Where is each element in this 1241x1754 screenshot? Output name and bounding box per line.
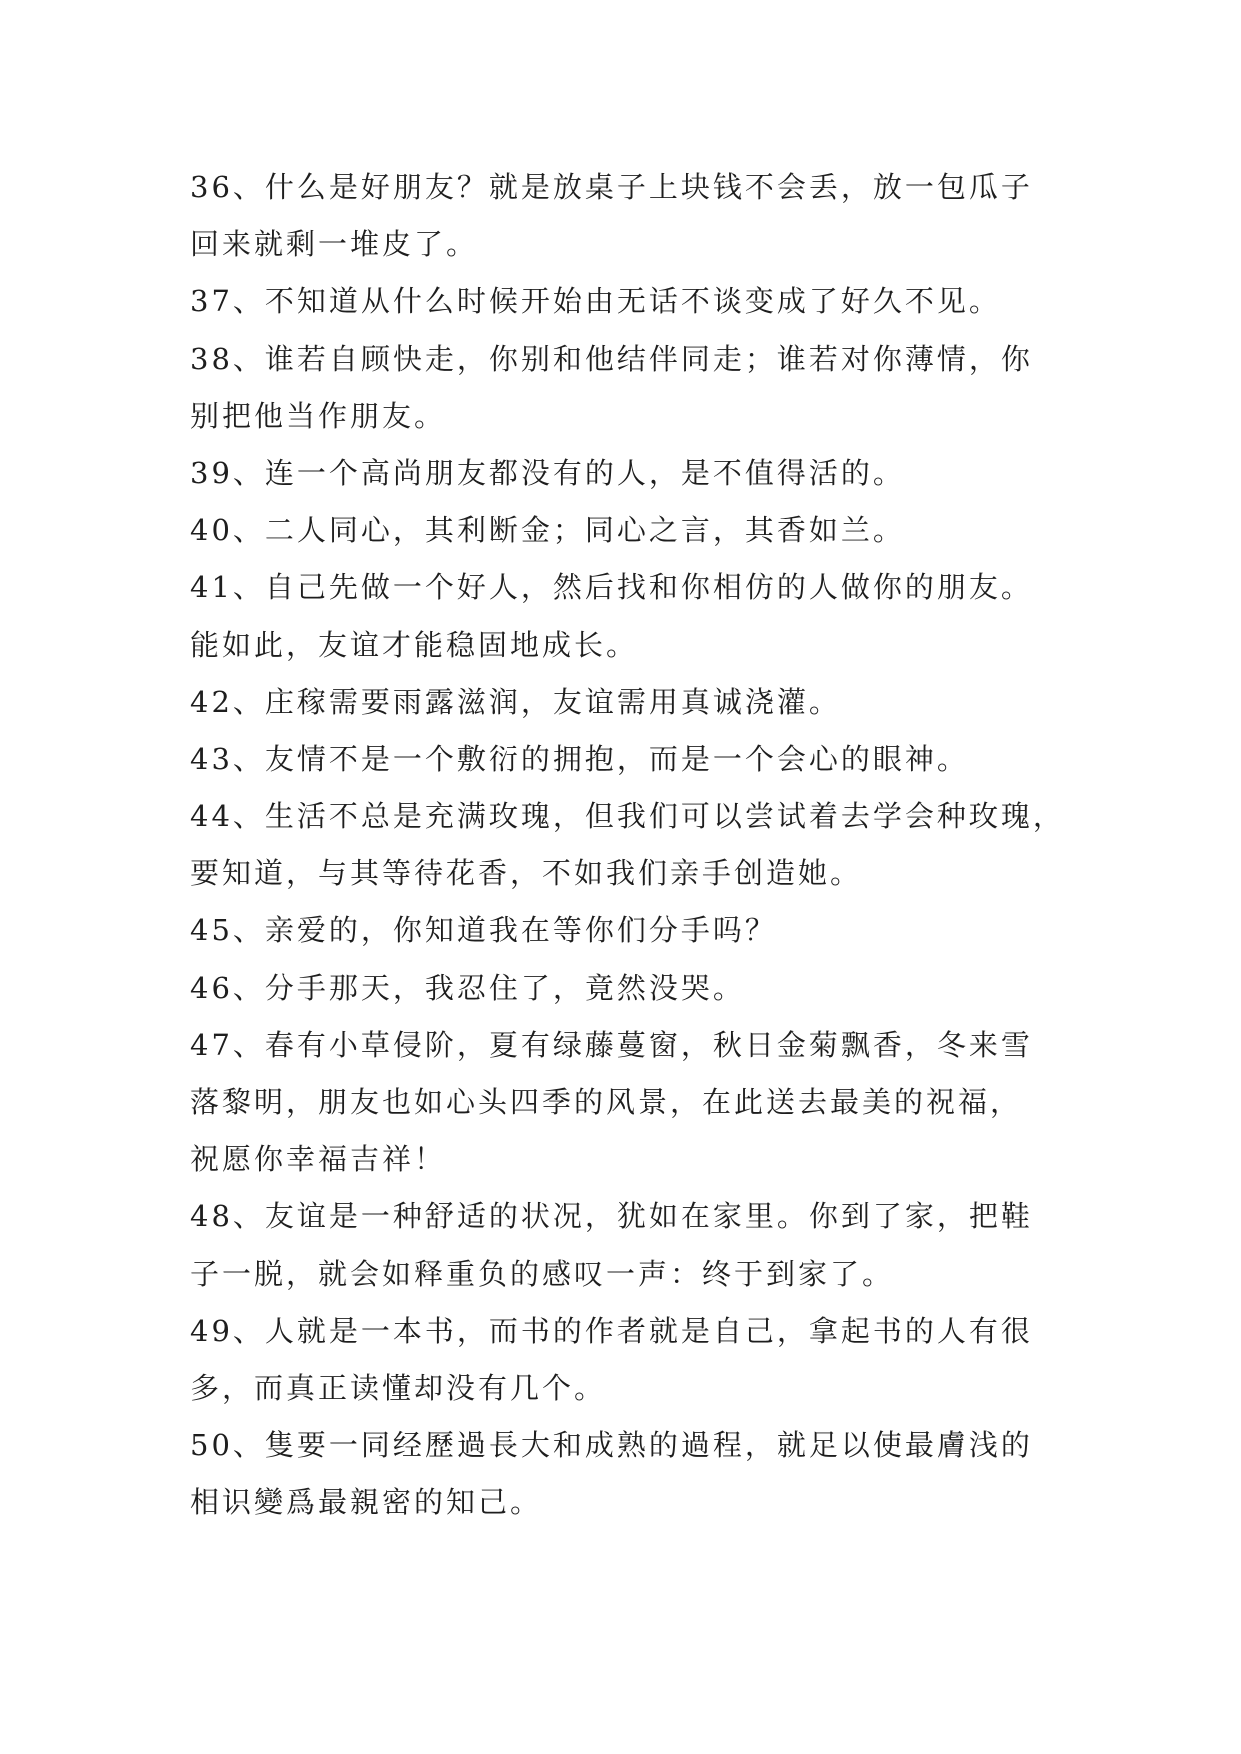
text-line: 41、自己先做一个好人，然后找和你相仿的人做你的朋友。	[190, 570, 1033, 605]
text-line: 48、友谊是一种舒适的状况，犹如在家里。你到了家，把鞋	[190, 1199, 1033, 1234]
document-body	[190, 159, 1070, 1532]
text-line: 42、庄稼需要雨露滋润，友谊需用真诚浇灌。	[190, 684, 841, 719]
text-line: 回来就剩一堆皮了。	[190, 227, 479, 262]
text-line: 落黎明，朋友也如心头四季的风景，在此送去最美的祝福，	[190, 1085, 1023, 1119]
text-line: 49、人就是一本书，而书的作者就是自己，拿起书的人有很	[190, 1313, 1033, 1348]
text-line: 40、二人同心，其利断金；同心之言，其香如兰。	[190, 513, 905, 548]
text-line: 相识變爲最親密的知己。	[190, 1485, 543, 1520]
text-line: 47、春有小草侵阶，夏有绿藤蔓窗，秋日金菊飘香，冬来雪	[190, 1027, 1033, 1062]
text-line: 50、隻要一同经歷過長大和成熟的過程，就足以使最膚浅的	[190, 1428, 1033, 1463]
text-line: 38、谁若自顾快走，你别和他结伴同走；谁若对你薄情，你	[190, 341, 1033, 376]
text-line: 39、连一个高尚朋友都没有的人，是不值得活的。	[190, 455, 905, 490]
text-line: 要知道，与其等待花香，不如我们亲手创造她。	[190, 856, 863, 891]
text-line: 37、不知道从什么时候开始由无话不谈变成了好久不见。	[190, 284, 1001, 319]
text-line: 子一脱，就会如释重负的感叹一声：终于到家了。	[190, 1256, 895, 1291]
text-line: 36、什么是好朋友？就是放桌子上块钱不会丢，放一包瓜子	[190, 170, 1033, 204]
text-line: 别把他当作朋友。	[190, 398, 447, 433]
text-line: 能如此，友谊才能稳固地成长。	[190, 627, 639, 662]
text-line: 45、亲爱的，你知道我在等你们分手吗？	[190, 913, 777, 948]
text-line: 祝愿你幸福吉祥！	[190, 1142, 447, 1177]
text-line: 44、生活不总是充满玫瑰，但我们可以尝试着去学会种玫瑰，	[190, 799, 1065, 834]
text-line: 43、友情不是一个敷衍的拥抱，而是一个会心的眼神。	[190, 741, 969, 776]
text-line: 46、分手那天，我忍住了，竟然没哭。	[190, 970, 745, 1005]
text-line: 多，而真正读懂却没有几个。	[190, 1370, 607, 1405]
